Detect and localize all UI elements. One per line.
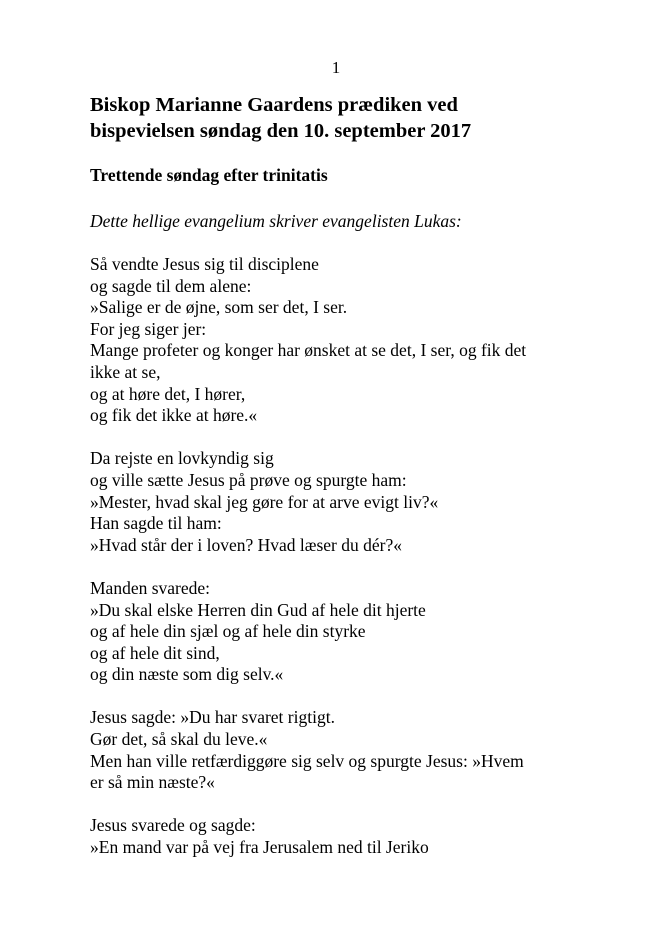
scripture-line: »Salige er de øjne, som ser det, I ser. xyxy=(90,297,348,318)
scripture-line: Så vendte Jesus sig til disciplene xyxy=(90,254,319,274)
scripture-line: Jesus svarede og sagde: xyxy=(90,815,256,836)
scripture-text xyxy=(90,254,590,859)
scripture-line: og fik det ikke at høre.« xyxy=(90,405,258,426)
scripture-line: er så min næste?« xyxy=(90,772,215,793)
scripture-stanza xyxy=(90,578,590,686)
scripture-line: »Mester, hvad skal jeg gøre for at arve evigt liv?« xyxy=(90,491,439,512)
title-line-2: bispevielsen søndag den 10. september 2017 xyxy=(90,120,472,142)
scripture-line: og af hele din sjæl og af hele din styrke xyxy=(90,621,366,642)
scripture-line: Men han ville retfærdiggøre sig selv og spurgte Jesus: »Hvem xyxy=(90,750,524,771)
scripture-line: og ville sætte Jesus på prøve og spurgte ham: xyxy=(90,469,407,490)
scripture-line: »Du skal elske Herren din Gud af hele dit hjerte xyxy=(90,599,426,620)
gospel-intro: Dette hellige evangelium skriver evangelisten Lukas: xyxy=(90,211,462,231)
scripture-line: og sagde til dem alene: xyxy=(90,275,252,296)
scripture-line: Han sagde til ham: xyxy=(90,513,222,534)
scripture-stanza xyxy=(90,254,590,427)
document-subtitle: Trettende søndag efter trinitatis xyxy=(90,165,328,185)
scripture-line: ikke at se, xyxy=(90,361,161,382)
title-line-1: Biskop Marianne Gaardens prædiken ved xyxy=(90,94,458,116)
scripture-line: og din næste som dig selv.« xyxy=(90,664,284,685)
scripture-line: For jeg siger jer: xyxy=(90,318,207,339)
scripture-line: Jesus sagde: »Du har svaret rigtigt. xyxy=(90,707,335,728)
document-title xyxy=(90,92,610,144)
scripture-line: og af hele dit sind, xyxy=(90,642,220,663)
scripture-stanza xyxy=(90,448,590,556)
scripture-stanza xyxy=(90,815,590,858)
scripture-stanza xyxy=(90,707,590,793)
scripture-line: Mange profeter og konger har ønsket at se det, I ser, og fik det xyxy=(90,340,527,361)
page-number: 1 xyxy=(331,58,341,77)
scripture-line: Gør det, så skal du leve.« xyxy=(90,729,268,750)
scripture-line: og at høre det, I hører, xyxy=(90,383,246,404)
scripture-line: »Hvad står der i loven? Hvad læser du dér?« xyxy=(90,534,402,555)
scripture-line: Manden svarede: xyxy=(90,577,211,598)
scripture-line: »En mand var på vej fra Jerusalem ned til Jeriko xyxy=(90,837,429,858)
scripture-line: Da rejste en lovkyndig sig xyxy=(90,448,274,469)
